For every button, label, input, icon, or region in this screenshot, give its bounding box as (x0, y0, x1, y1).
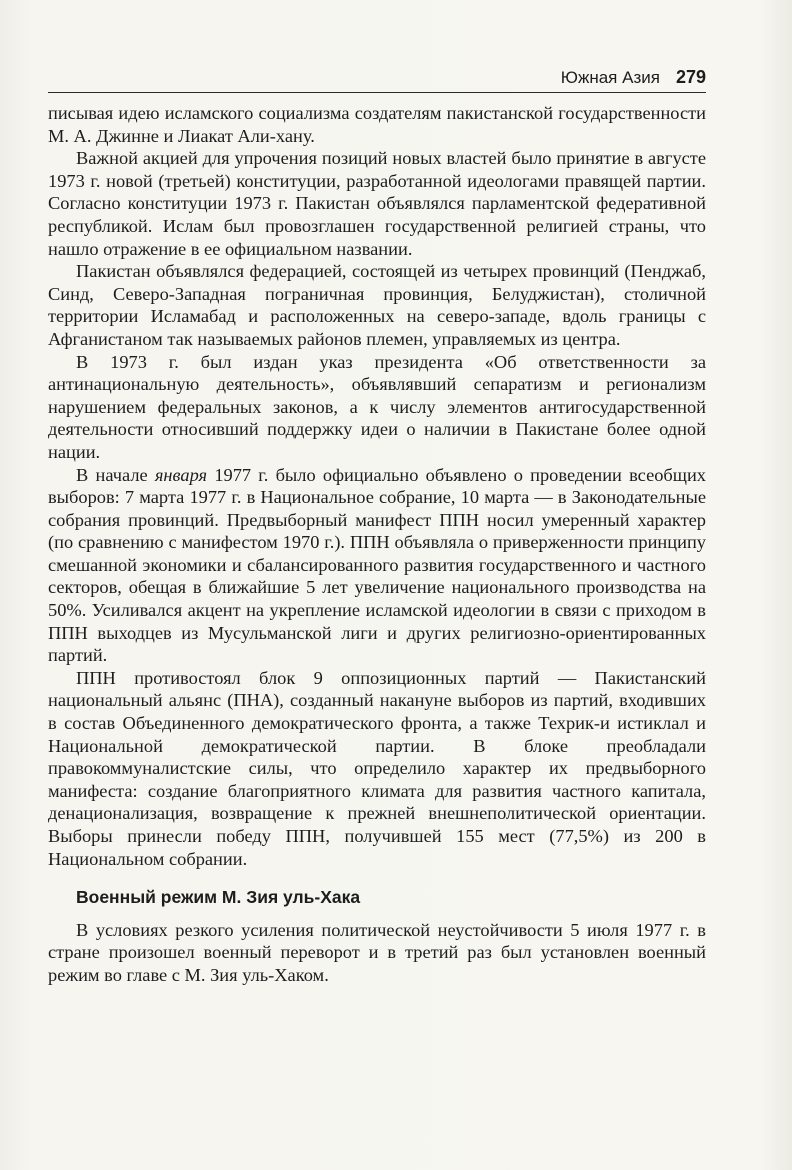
running-title: Южная Азия (560, 68, 660, 87)
paragraph-opposition: ППН противостоял блок 9 оппозиционных партий — Пакистанский национальный альянс (ПНА), созданный накануне выборов из партий, входивших в состав Объединенного демократического фронта, а также Техрик-и истиклал и Национальной демократической партии. В блоке преобладали правокоммуналистские силы, что определило характер их предвыборного манифеста: создание благоприятного климата для развития частного капитала, денационализация, возвращение к прежней внешнеполитической ориентации. Выборы принесли победу ППН, получившей 155 мест (77,5%) из 200 в Национальном собрании. (48, 667, 706, 869)
paragraph-constitution: Важной акцией для упрочения позиций новых властей было принятие в августе 1973 г. новой (третьей) конституции, разработанной идеологами правящей партии. Согласно конституции 1973 г. Пакистан объявлялся парламентской федеративной республикой. Ислам был провозглашен государственной религией страны, что нашло отражение в ее официальном названии. (48, 148, 706, 259)
paragraph-elections-italic: января (154, 464, 208, 485)
paragraph-continued: писывая идею исламского социализма создателям пакистанской государственности М. А. Джинне и Лиакат Али-хану. (48, 103, 706, 146)
paragraph-elections-start: В начале (76, 464, 155, 485)
paragraph-federation: Пакистан объявлялся федерацией, состоящей из четырех провинций (Пенджаб, Синд, Северо-Западная пограничная провинция, Белуджистан), столичной территории Исламабад и расположенных на северо-западе, вдоль границы с Афганистаном так называемых районов племен, управляемых из центра. (48, 261, 706, 349)
page-header (48, 60, 706, 93)
paragraph-decree: В 1973 г. был издан указ президента «Об ответственности за антинациональную деятельность», объявлявший сепаратизм и регионализм нарушением федеральных законов, а к числу элементов антигосударственной деятельности относивший поддержку идеи о наличии в Пакистане более одной нации. (48, 351, 706, 462)
page-number: 279 (675, 67, 706, 87)
section-heading: Военный режим М. Зия уль-Хака (76, 887, 361, 908)
page-body (48, 102, 706, 987)
paragraph-elections-rest: 1977 г. было официально объявлено о проведении всеобщих выборов: 7 марта 1977 г. в Национальное собрание, 10 марта — в Законодательные собрания провинций. Предвыборный манифест ППН носил умеренный характер (по сравнению с манифестом 1970 г.). ППН объявляла о приверженности принципу смешанной экономики и сбалансированного развития государственного и частного секторов, обещая в ближайшие 5 лет увеличение национального производства на 50%. Усиливался акцент на укрепление исламской идеологии в связи с приходом в ППН выходцев из Мусульманской лиги и других религиозно-ориентированных партий. (48, 464, 706, 666)
paragraph-elections (48, 464, 706, 667)
paragraph-coup: В условиях резкого усиления политической неустойчивости 5 июля 1977 г. в стране произошел военный переворот и в третий раз был установлен военный режим во главе с М. Зия уль-Хаком. (48, 919, 706, 985)
